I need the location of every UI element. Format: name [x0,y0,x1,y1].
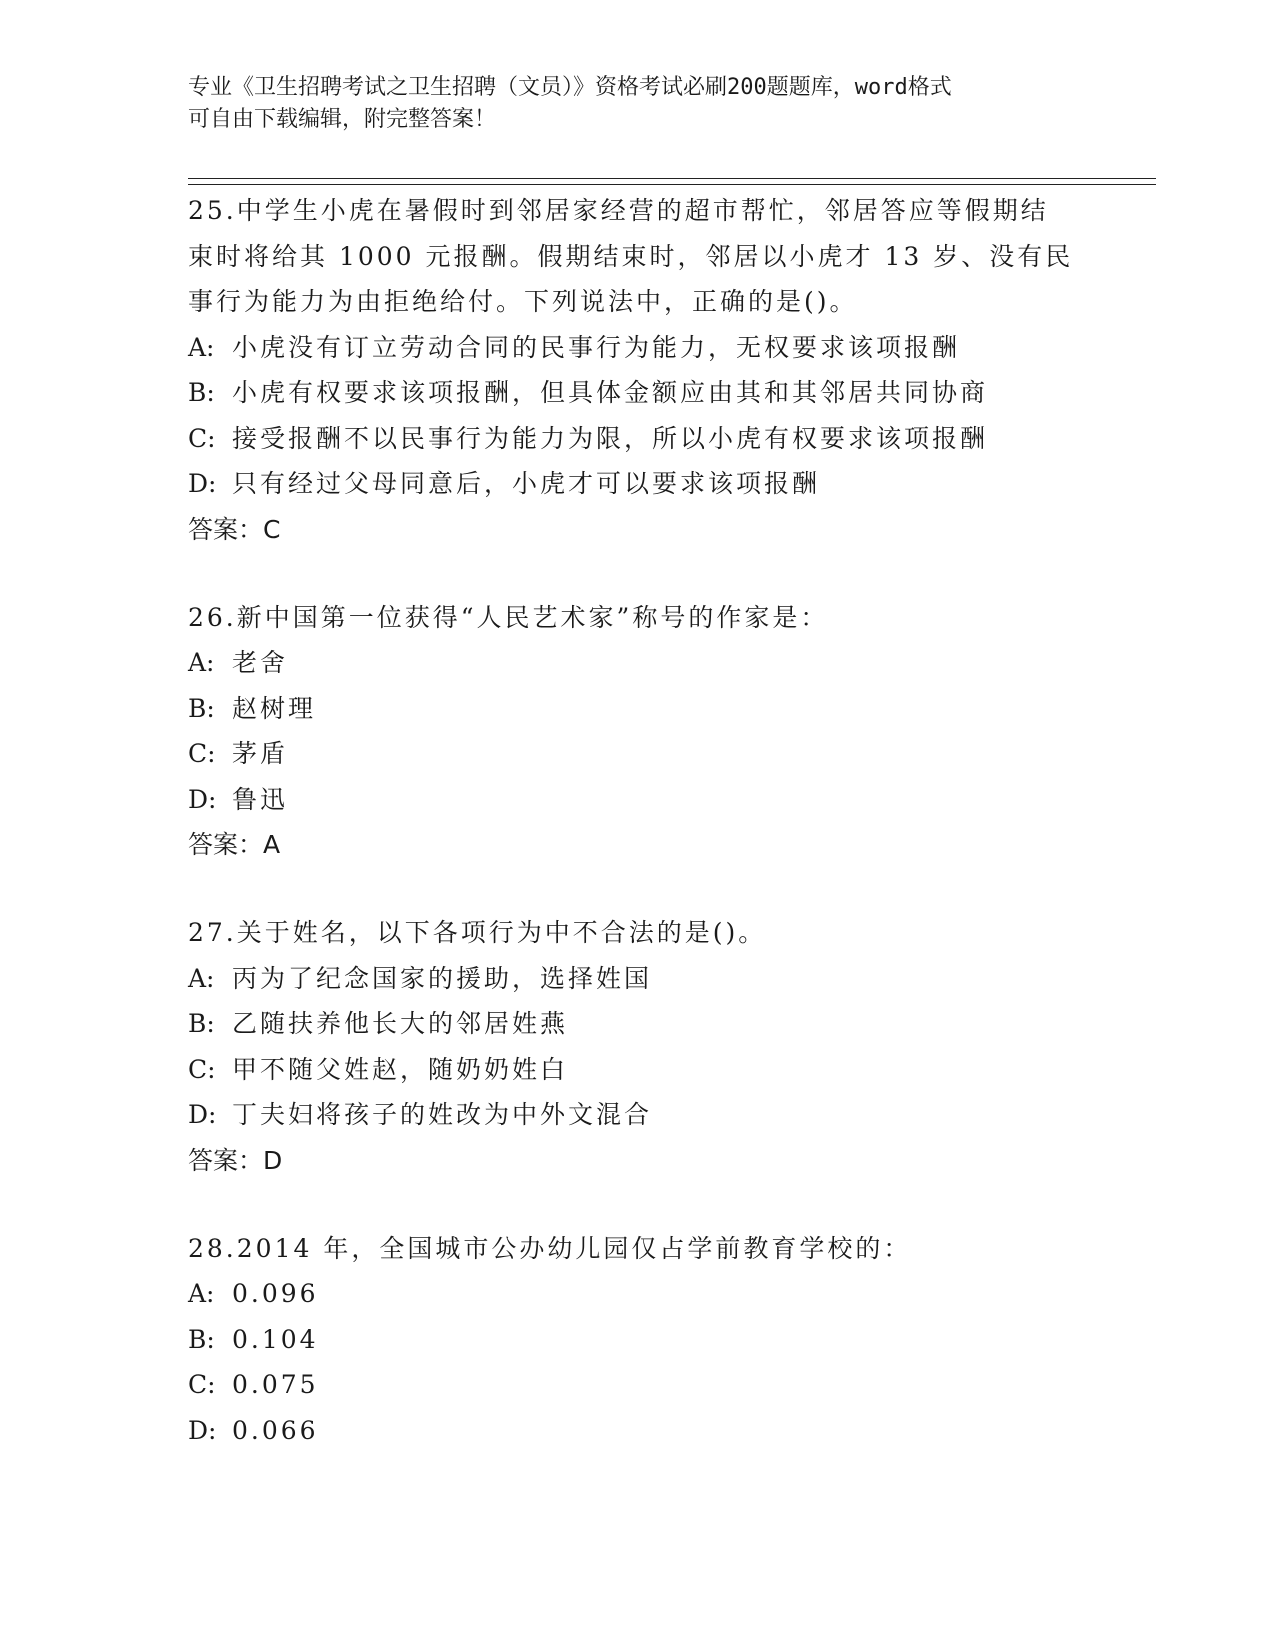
question-28 [188,1226,1148,1454]
question-27 [188,910,1148,1184]
option-a [188,956,1148,1002]
option-text: 小虎没有订立劳动合同的民事行为能力，无权要求该项报酬 [232,332,961,362]
header-line-2: 可自由下载编辑，附完整答案！ [188,107,497,132]
option-c [188,416,1148,462]
question-list [188,188,1148,1453]
option-d [188,1092,1148,1138]
question-spacer [188,553,1148,595]
option-b [188,686,1148,732]
option-text: 丁夫妇将孩子的姓改为中外文混合 [232,1100,653,1129]
option-key: B: [188,1324,215,1354]
option-key: D: [188,469,217,498]
option-key: A: [188,963,215,993]
option-text: 0.066 [232,1415,319,1445]
option-text: 0.104 [232,1324,319,1354]
option-key: C: [188,423,216,453]
option-key: C: [188,739,216,768]
option-a [188,1271,1148,1317]
option-key: A: [188,1279,215,1308]
question-26 [188,595,1148,869]
option-key: A: [188,648,215,677]
option-a [188,325,1148,371]
option-text: 甲不随父姓赵，随奶奶姓白 [232,1054,569,1084]
option-c [188,731,1148,777]
answer-line: 答案：A [188,830,281,859]
option-text: 鲁迅 [232,784,289,814]
option-key: B: [188,1009,215,1038]
question-spacer [188,1184,1148,1226]
option-b [188,1317,1148,1363]
question-text-line: 27.关于姓名，以下各项行为中不合法的是()。 [188,918,767,947]
option-text: 乙随扶养他长大的邻居姓燕 [232,1009,569,1038]
question-25 [188,188,1148,553]
option-b [188,370,1148,416]
option-key: D: [188,1415,217,1445]
header-line-1: 专业《卫生招聘考试之卫生招聘（文员）》资格考试必刷200题题库，word格式 [188,75,952,100]
question-spacer [188,868,1148,910]
option-d [188,1408,1148,1454]
question-text-line: 事行为能力为由拒绝给付。下列说法中，正确的是()。 [188,287,858,316]
answer-line: 答案：C [188,514,281,544]
question-text-line: 25.中学生小虎在暑假时到邻居家经营的超市帮忙，邻居答应等假期结 [188,196,1049,225]
option-d [188,461,1148,507]
option-text: 0.075 [232,1370,319,1399]
option-key: B: [188,693,215,723]
option-key: C: [188,1054,216,1084]
option-d [188,777,1148,823]
option-c [188,1362,1148,1408]
option-text: 0.096 [232,1279,319,1308]
question-text-line: 28.2014 年，全国城市公办幼儿园仅占学前教育学校的： [188,1233,912,1263]
option-key: B: [188,378,215,407]
header-rule-bottom [188,184,1156,185]
option-text: 赵树理 [232,693,317,723]
option-key: A: [188,332,215,362]
question-text-line: 26.新中国第一位获得“人民艺术家”称号的作家是： [188,602,829,632]
option-text: 小虎有权要求该项报酬，但具体金额应由其和其邻居共同协商 [232,378,989,407]
document-header [188,72,1088,136]
question-text-line: 束时将给其 1000 元报酬。假期结束时，邻居以小虎才 13 岁、没有民 [188,241,1074,271]
option-a [188,640,1148,686]
option-key: D: [188,1100,217,1129]
header-rule-top [188,178,1156,179]
option-text: 老舍 [232,648,289,677]
answer-line: 答案：D [188,1145,283,1175]
option-text: 只有经过父母同意后，小虎才可以要求该项报酬 [232,469,821,498]
option-text: 茅盾 [232,739,289,768]
option-text: 丙为了纪念国家的援助，选择姓国 [232,963,653,993]
option-key: C: [188,1370,216,1399]
option-key: D: [188,784,217,814]
option-text: 接受报酬不以民事行为能力为限，所以小虎有权要求该项报酬 [232,423,989,453]
option-c [188,1047,1148,1093]
option-b [188,1001,1148,1047]
